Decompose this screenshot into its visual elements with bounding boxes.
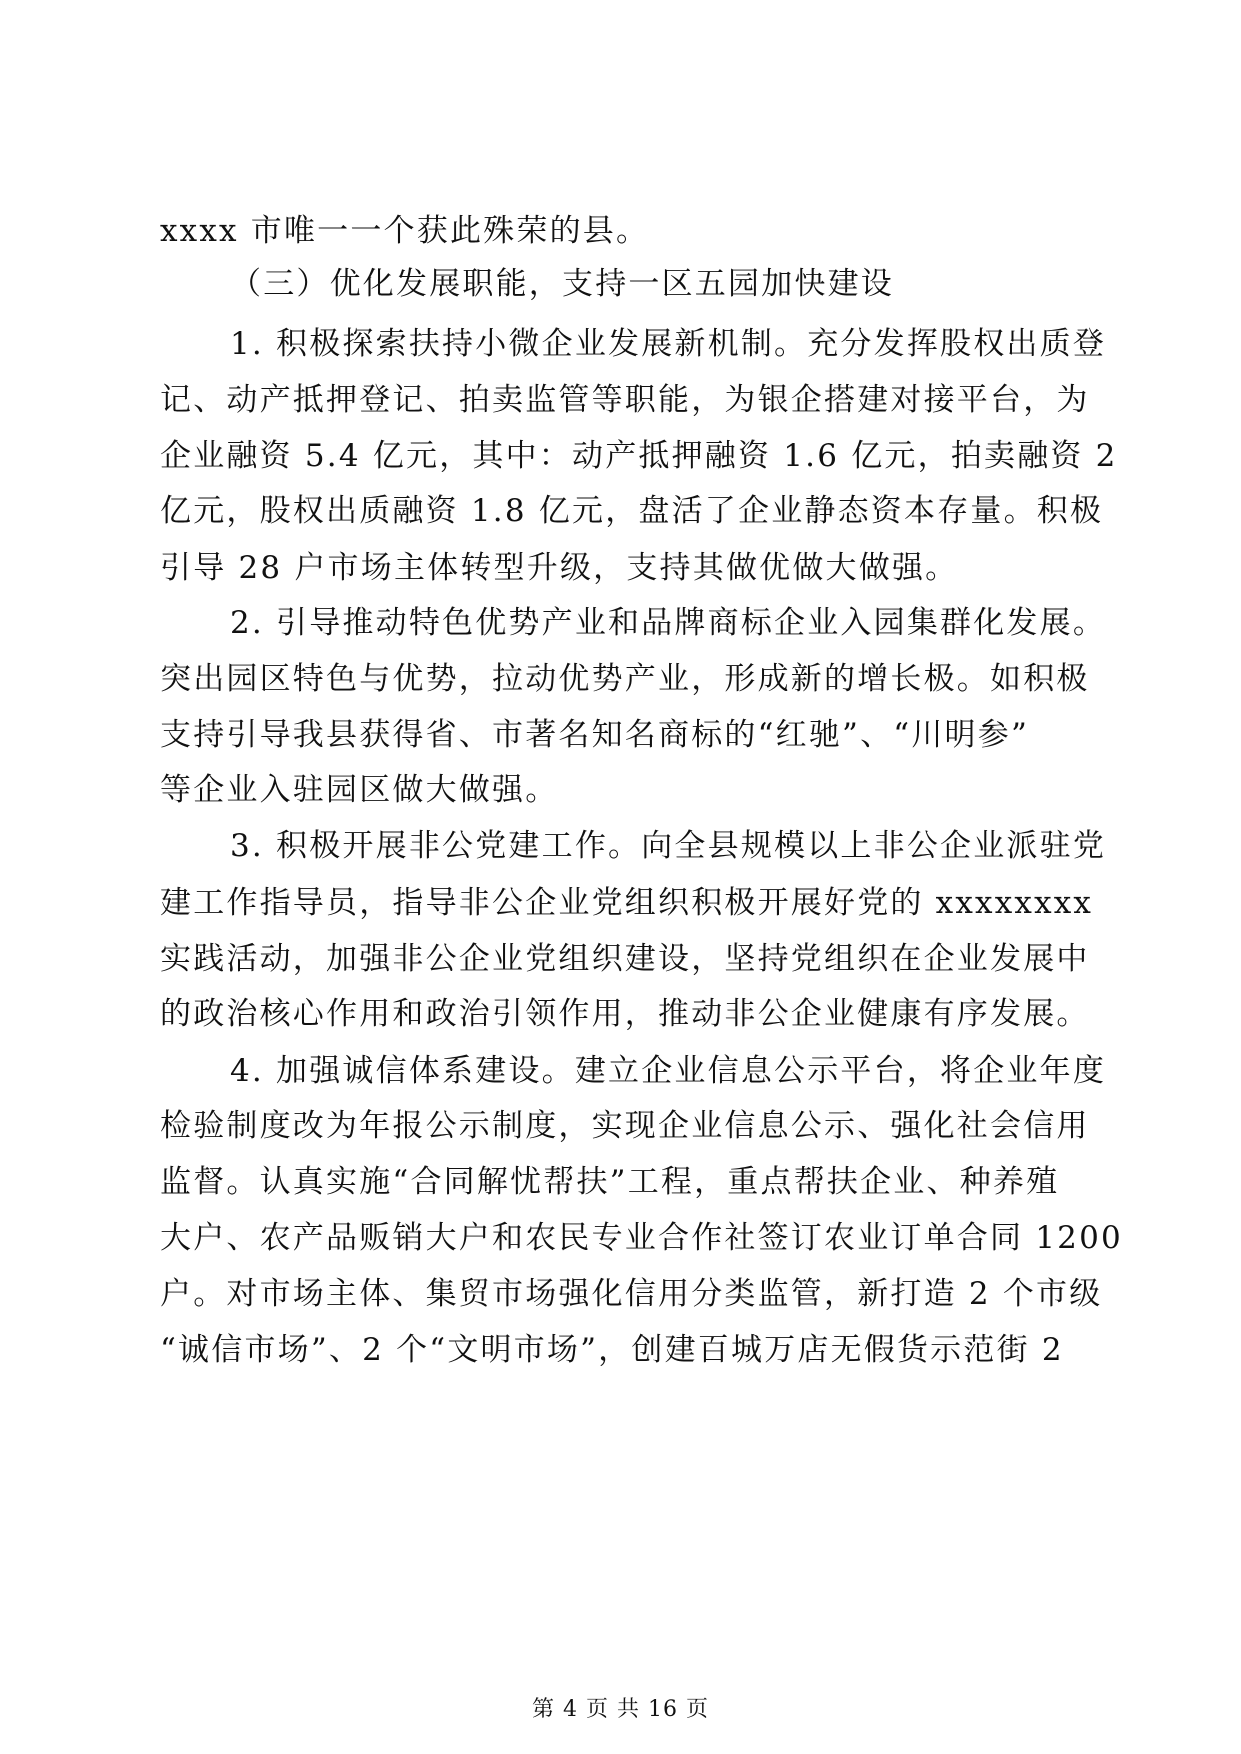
page-footer: 第 4 页 共 16 页	[532, 1697, 709, 1722]
item-3-line-3: 实践活动，加强非公企业党组织建设，坚持党组织在企业发展中	[160, 941, 1090, 977]
item-2-line-3: 支持引导我县获得省、市著名知名商标的“红驰”、“川明参”	[160, 717, 1029, 753]
item-4-line-1: 4. 加强诚信体系建设。建立企业信息公示平台，将企业年度	[230, 1053, 1107, 1089]
item-4-line-4: 大户、农产品贩销大户和农民专业合作社签订农业订单合同 1200	[160, 1220, 1123, 1256]
item-4-line-3: 监督。认真实施“合同解忧帮扶”工程，重点帮扶企业、种养殖	[160, 1164, 1060, 1200]
item-3-line-2: 建工作指导员，指导非公企业党组织积极开展好党的 xxxxxxxx	[160, 885, 1094, 921]
item-2-line-4: 等企业入驻园区做大做强。	[160, 772, 559, 808]
item-3-line-4: 的政治核心作用和政治引领作用，推动非公企业健康有序发展。	[160, 996, 1090, 1032]
item-1-line-4: 亿元，股权出质融资 1.8 亿元，盘活了企业静态资本存量。积极	[160, 493, 1104, 529]
item-2-line-1: 2. 引导推动特色优势产业和品牌商标企业入园集群化发展。	[230, 605, 1107, 641]
item-1-line-1: 1. 积极探索扶持小微企业发展新机制。充分发挥股权出质登	[230, 326, 1107, 362]
item-4-line-5: 户。对市场主体、集贸市场强化信用分类监管，新打造 2 个市级	[160, 1276, 1103, 1312]
item-1-line-3: 企业融资 5.4 亿元，其中：动产抵押融资 1.6 亿元，拍卖融资 2	[160, 438, 1118, 474]
item-2-line-2: 突出园区特色与优势，拉动优势产业，形成新的增长极。如积极	[160, 661, 1090, 697]
item-3-line-1: 3. 积极开展非公党建工作。向全县规模以上非公企业派驻党	[230, 828, 1107, 864]
item-1-line-5: 引导 28 户市场主体转型升级，支持其做优做大做强。	[160, 550, 959, 586]
item-4-line-2: 检验制度改为年报公示制度，实现企业信息公示、强化社会信用	[160, 1108, 1090, 1144]
body-line-1: xxxx 市唯一一个获此殊荣的县。	[160, 213, 650, 249]
section-heading-3: （三）优化发展职能，支持一区五园加快建设	[230, 266, 894, 302]
item-4-line-6: “诚信市场”、2 个“文明市场”，创建百城万店无假货示范街 2	[160, 1332, 1064, 1368]
item-1-line-2: 记、动产抵押登记、拍卖监管等职能，为银企搭建对接平台，为	[160, 382, 1090, 418]
